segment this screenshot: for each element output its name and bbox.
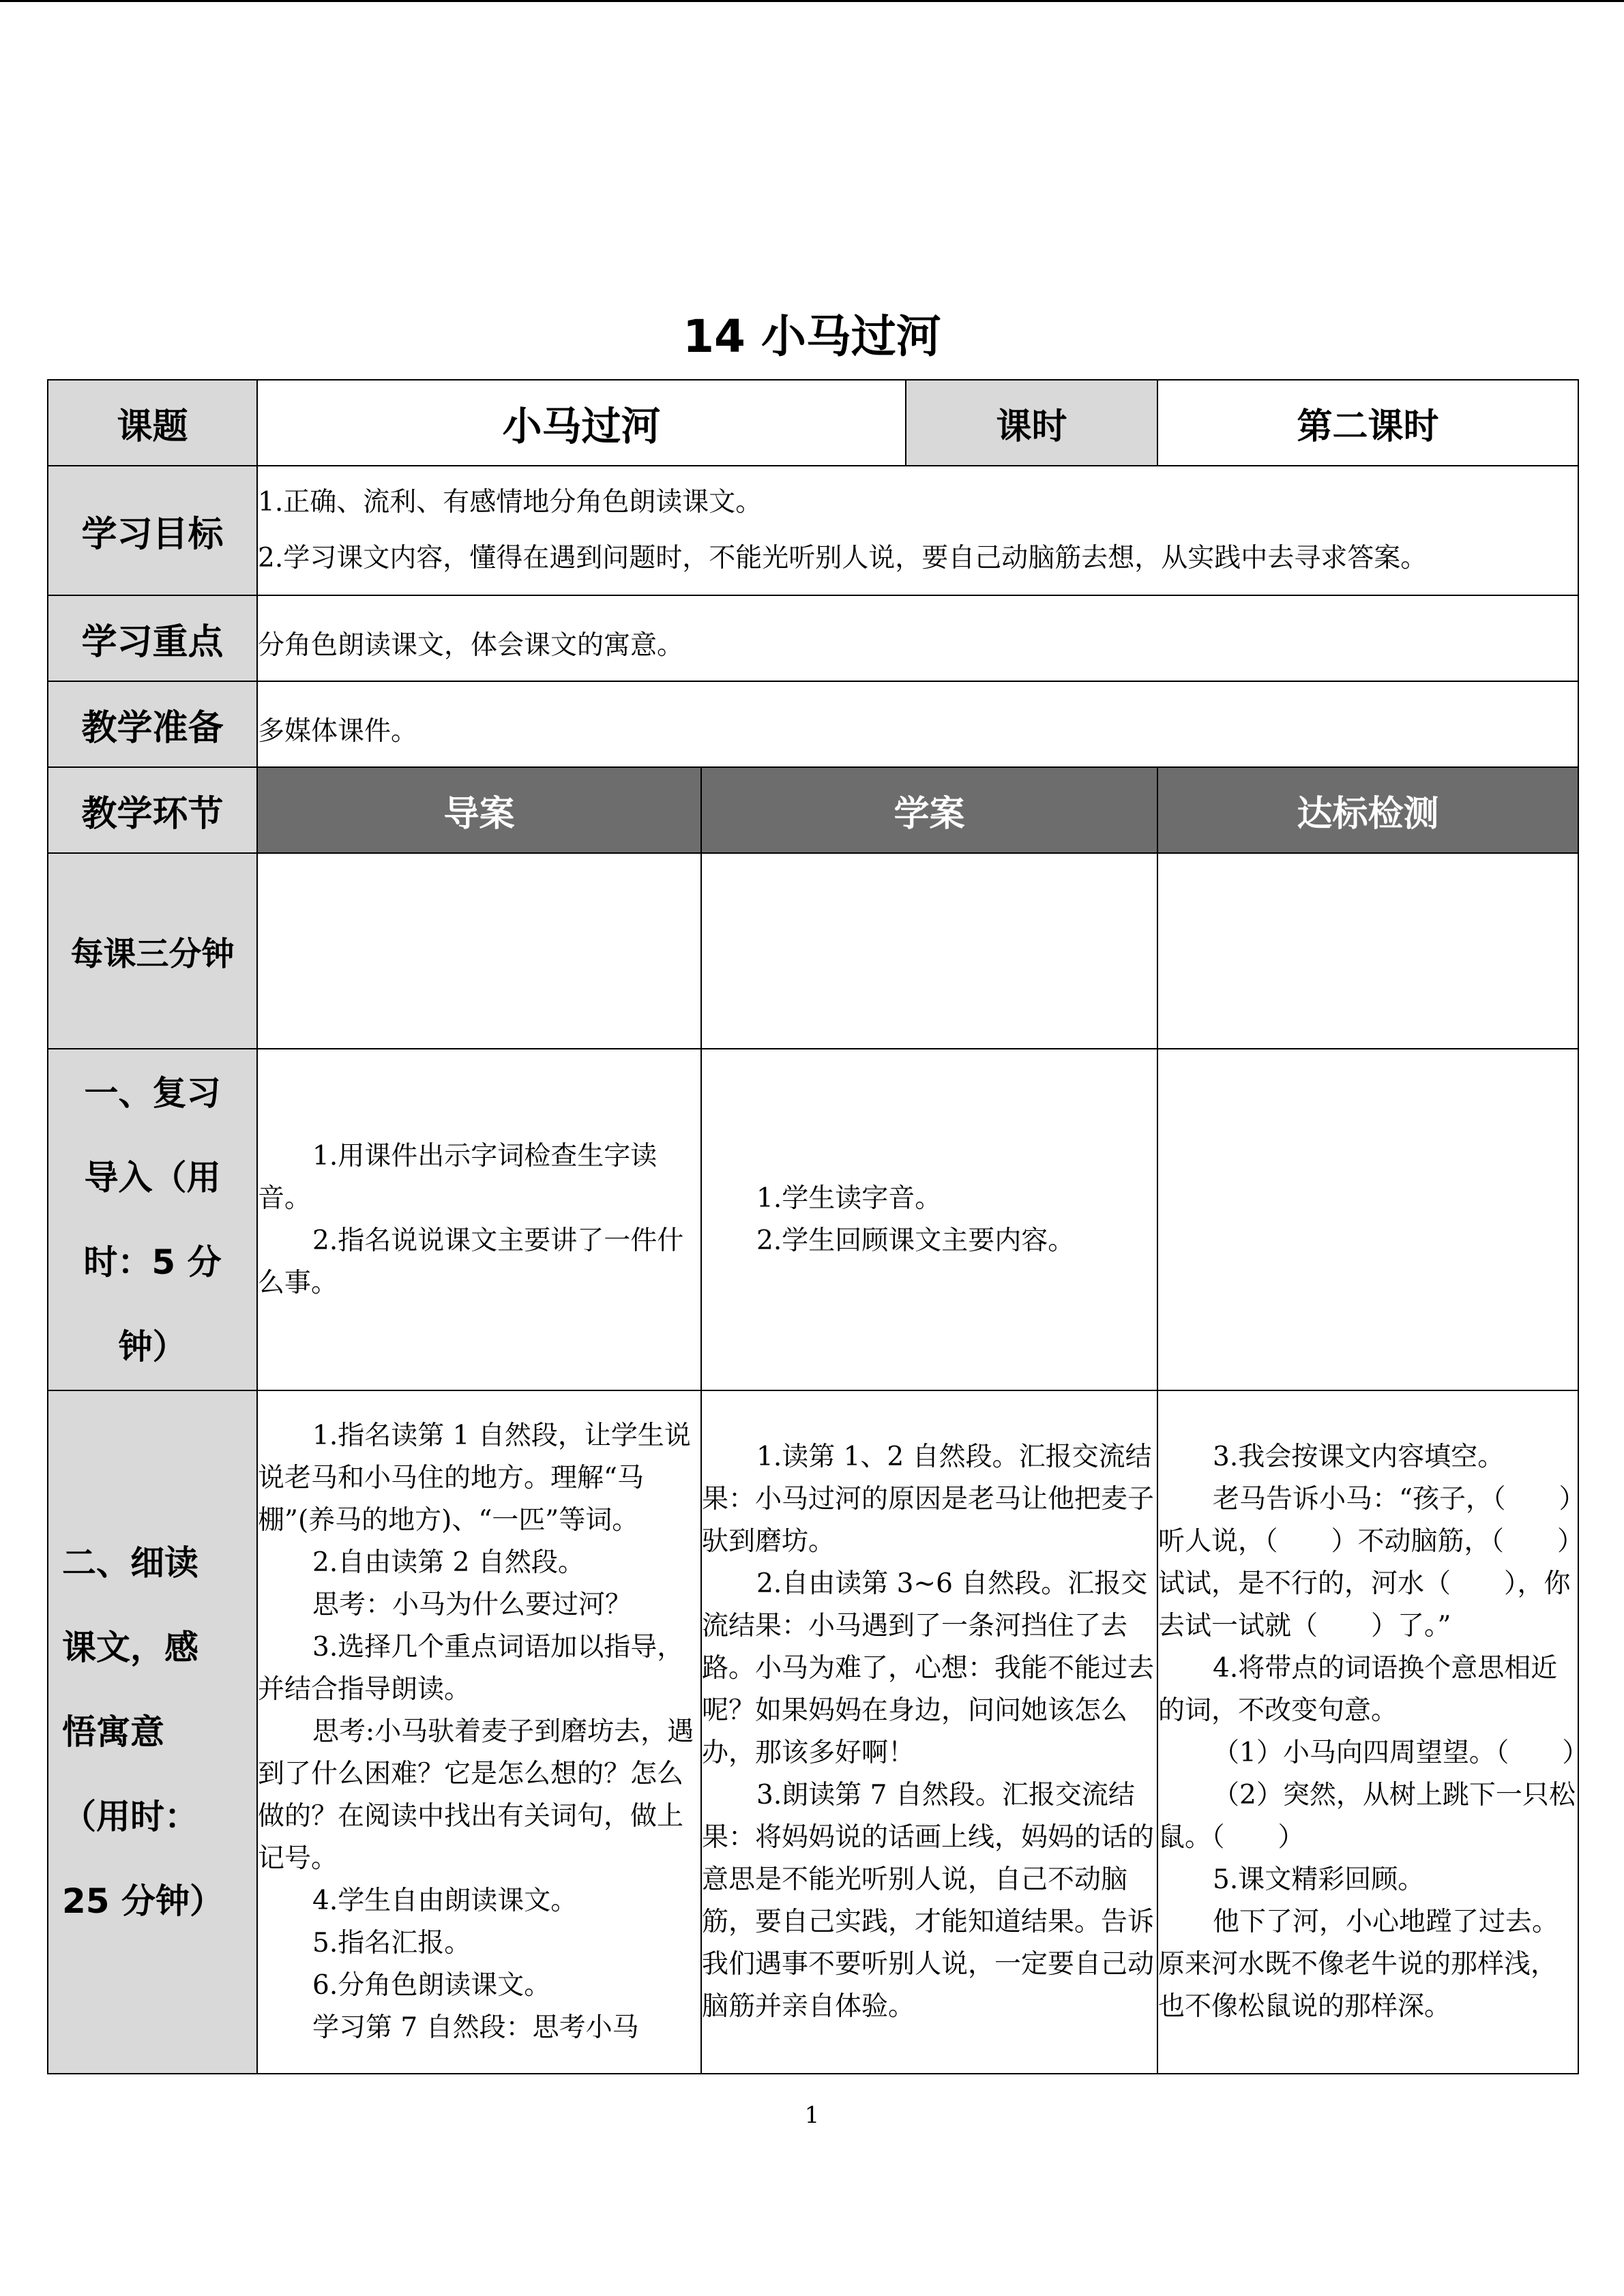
study-item: 2.自由读第 3~6 自然段。汇报交流结果：小马遇到了一条河挡住了去路。小马为难了，心想：我能不能过去呢？如果妈妈在身边，问问她该怎么办，那该多好啊！ [702, 1568, 1155, 1768]
guide-item: 思考:小马驮着麦子到磨坊去，遇到了什么困难？它是怎么想的？怎么做的？在阅读中找出有关词句，做上记号。 [258, 1716, 694, 1874]
guide-item: 思考：小马为什么要过河？ [312, 1590, 632, 1620]
goal-item: 1.正确、流利、有感情地分角色朗读课文。 [258, 487, 763, 518]
goals-label: 学习目标 [48, 466, 257, 595]
guide-item: 1.指名读第 1 自然段，让学生说说老马和小马住的地方。理解“马棚”(养马的地方)、“一匹”等词。 [258, 1420, 691, 1536]
warmup-guide-cell [257, 853, 701, 1049]
focus-row [48, 595, 1578, 681]
review-row [48, 1049, 1578, 1390]
guide-item: 3.选择几个重点词语加以指导，并结合指导朗读。 [258, 1632, 684, 1705]
goals-content [257, 466, 1578, 595]
prep-text: 多媒体课件。 [257, 681, 1578, 767]
review-check-cell [1157, 1049, 1578, 1390]
guide-item: 2.自由读第 2 自然段。 [312, 1547, 585, 1578]
period-label: 课时 [906, 380, 1157, 466]
guide-column-header: 导案 [257, 767, 701, 853]
guide-item: 5.指名汇报。 [312, 1928, 471, 1958]
guide-item: 2.指名说说课文主要讲了一件什么事。 [258, 1225, 684, 1298]
study-column-header: 学案 [701, 767, 1157, 853]
goals-row [48, 466, 1578, 595]
stage-label-line: 二、细读 [62, 1543, 198, 1583]
check-item: 5.课文精彩回顾。 [1213, 1864, 1425, 1895]
goal-item: 2.学习课文内容，懂得在遇到问题时，不能光听别人说，要自己动脑筋去想，从实践中去寻求答案。 [258, 543, 1428, 573]
focus-label: 学习重点 [48, 595, 257, 681]
check-item: 3.我会按课文内容填空。 [1213, 1442, 1505, 1472]
stage-label-line: （用时： [62, 1797, 198, 1836]
reading-study-cell [701, 1390, 1157, 2074]
check-item: （2）突然，从树上跳下一只松鼠。（ ） [1158, 1780, 1576, 1853]
stage-column-header: 教学环节 [48, 767, 257, 853]
warmup-label: 每课三分钟 [48, 853, 257, 1049]
study-item: 1.学生读字音。 [756, 1182, 942, 1214]
column-header-row [48, 767, 1578, 853]
study-item: 3.朗读第 7 自然段。汇报交流结果：将妈妈说的话画上线，妈妈的话的意思是不能光听别人说，自己不动脑筋，要自己实践，才能知道结果。告诉我们遇事不要听别人说，一定要自己动脑筋并亲自体验。 [702, 1780, 1155, 2022]
study-item: 1.读第 1、2 自然段。汇报交流结果：小马过河的原因是老马让他把麦子驮到磨坊。 [702, 1442, 1155, 1557]
review-study-cell [701, 1049, 1157, 1390]
reading-row [48, 1390, 1578, 2074]
topic-label: 课题 [48, 380, 257, 466]
check-item: 4.将带点的词语换个意思相近的词，不改变句意。 [1158, 1653, 1558, 1726]
reading-guide-cell [257, 1390, 701, 2074]
focus-text: 分角色朗读课文，体会课文的寓意。 [257, 595, 1578, 681]
check-item: 他下了河，小心地蹚了过去。原来河水既不像老牛说的那样浅，也不像松鼠说的那样深。 [1158, 1907, 1559, 2022]
stage-label-line: 课文，感 [62, 1628, 198, 1667]
reading-stage-label [48, 1390, 257, 2074]
page-number: 1 [804, 2102, 820, 2129]
prep-row [48, 681, 1578, 767]
check-item: （1）小马向四周望望。（ ） [1213, 1738, 1589, 1768]
stage-label-line: 时：5 分 [83, 1242, 222, 1282]
warmup-check-cell [1157, 853, 1578, 1049]
prep-label: 教学准备 [48, 681, 257, 767]
period-value: 第二课时 [1157, 380, 1578, 466]
warmup-row [48, 853, 1578, 1049]
check-column-header: 达标检测 [1157, 767, 1578, 853]
document-title: 14 小马过河 [683, 310, 941, 363]
warmup-study-cell [701, 853, 1157, 1049]
stage-label-line: 25 分钟） [62, 1881, 224, 1921]
stage-label-line: 一、复习 [84, 1073, 221, 1113]
review-guide-cell [257, 1049, 701, 1390]
guide-item: 学习第 7 自然段：思考小马 [312, 2012, 639, 2043]
guide-item: 6.分角色朗读课文。 [312, 1970, 551, 2001]
lesson-plan-table [47, 379, 1589, 2074]
topic-value: 小马过河 [257, 380, 906, 466]
reading-check-cell [1157, 1390, 1589, 2074]
guide-item: 1.用课件出示字词检查生字读音。 [258, 1140, 658, 1214]
stage-label-line: 钟） [118, 1326, 187, 1367]
check-item: 老马告诉小马：“孩子，（ ）听人说，（ ）不动脑筋，（ ）试试，是不行的，河水（ ），你去试一试就（ ）了。” [1158, 1484, 1572, 1641]
study-item: 2.学生回顾课文主要内容。 [756, 1225, 1075, 1256]
stage-label-line: 悟寓意 [62, 1712, 164, 1752]
header-row [48, 380, 1578, 466]
stage-label-line: 导入（用 [84, 1157, 221, 1197]
guide-item: 4.学生自由朗读课文。 [312, 1885, 578, 1916]
review-stage-label [48, 1049, 257, 1390]
top-border-line [0, 0, 1624, 2]
